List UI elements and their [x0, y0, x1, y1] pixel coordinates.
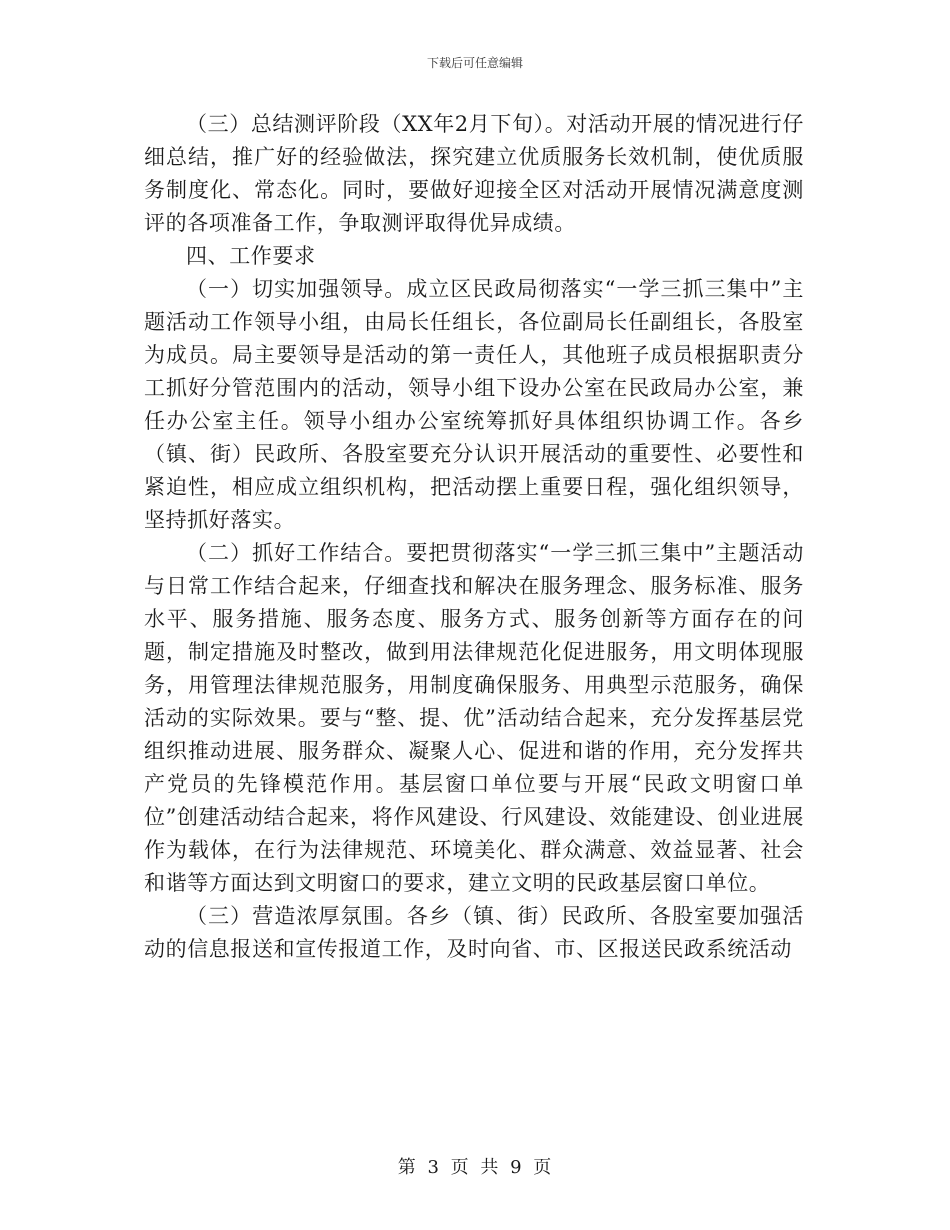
paragraph-leadership: （一）切实加强领导。成立区民政局彻落实“一学三抓三集中”主题活动工作领导小组，由局长任组长，各位副局长任副组长，各股室为成员。局主要领导是活动的第一责任人，其他班子成员根据职责分工抓好分管范围内的活动，领导小组下设办公室在民政局办公室，兼任办公室主任。领导小组办公室统筹抓好具体组织协调工作。各乡（镇、街）民政所、各股室要充分认识开展活动的重要性、必要性和紧迫性，相应成立组织机构，把活动摆上重要日程，强化组织领导，坚持抓好落实。: [144, 277, 804, 532]
document-body: [144, 108, 804, 966]
paragraph-atmosphere: （三）营造浓厚氛围。各乡（镇、街）民政所、各股室要加强活动的信息报送和宣传报道工作，及时向省、市、区报送民政系统活动: [144, 904, 804, 961]
section-heading-work-requirements: 四、工作要求: [186, 244, 316, 268]
paragraph-work-integration: （二）抓好工作结合。要把贯彻落实“一学三抓三集中”主题活动与日常工作结合起来，仔细查找和解决在服务理念、服务标准、服务水平、服务措施、服务态度、服务方式、服务创新等方面存在的问题，制定措施及时整改，做到用法律规范化促进服务，用文明体现服务，用管理法律规范服务，用制度确保服务、用典型示范服务，确保活动的实际效果。要与“整、提、优”活动结合起来，充分发挥基层党组织推动进展、服务群众、凝聚人心、促进和谐的作用，充分发挥共产党员的先锋模范作用。基层窗口单位要与开展“民政文明窗口单位”创建活动结合起来，将作风建设、行风建设、效能建设、创业进展作为载体，在行为法律规范、环境美化、群众满意、效益显著、社会和谐等方面达到文明窗口的要求，建立文明的民政基层窗口单位。: [144, 541, 804, 895]
page-header: 下载后可任意编辑: [426, 56, 523, 70]
page-footer: 第 3 页 共 9 页: [397, 1157, 553, 1178]
paragraph-summary-phase: （三）总结测评阶段（XX年2月下旬）。对活动开展的情况进行仔细总结，推广好的经验做法，探究建立优质服务长效机制，使优质服务制度化、常态化。同时，要做好迎接全区对活动开展情况满意度测评的各项准备工作，争取测评取得优异成绩。: [144, 112, 804, 235]
